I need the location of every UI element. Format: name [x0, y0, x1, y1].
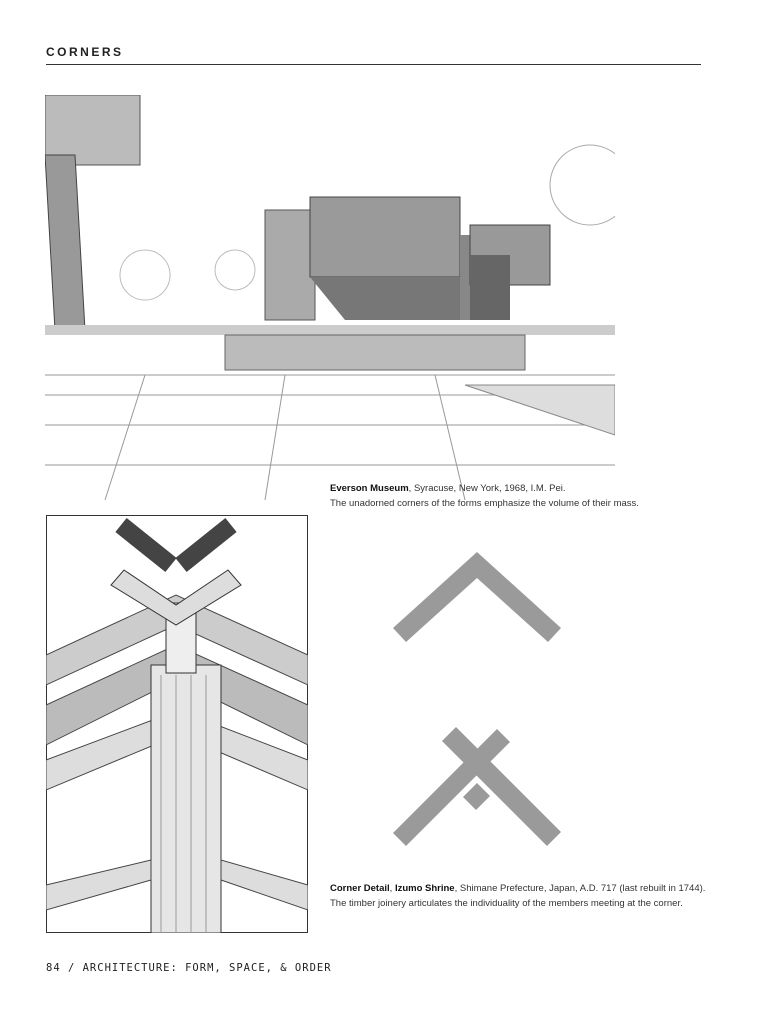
corner-diagram-mass: [390, 548, 565, 648]
caption-description: The unadorned corners of the forms emphasize the volume of their mass.: [330, 498, 639, 509]
caption-detail: , Shimane Prefecture, Japan, A.D. 717 (last rebuilt in 1744).: [454, 883, 706, 894]
everson-caption: [330, 481, 639, 511]
header-rule: [46, 64, 701, 65]
caption-title: Corner Detail: [330, 883, 390, 894]
caption-title: Everson Museum: [330, 483, 409, 494]
section-title: CORNERS: [46, 45, 124, 59]
izumo-shrine-illustration: [46, 515, 308, 933]
caption-description: The timber joinery articulates the individuality of the members meeting at the corner.: [330, 898, 683, 909]
corner-diagram-joinery: [390, 725, 565, 855]
everson-museum-illustration: [45, 95, 615, 500]
caption-detail: , Syracuse, New York, 1968, I.M. Pei.: [408, 483, 566, 494]
caption-title-2: Izumo Shrine: [394, 883, 455, 894]
izumo-caption: Corner Detail, Izumo Shrine, Shimane Prefecture, Japan, A.D. 717 (last rebuilt in 1744). The timber joinery articulates the individuality of the members meeting at the corner.: [330, 883, 706, 909]
page-footer: 84 / ARCHITECTURE: FORM, SPACE, & ORDER: [46, 962, 332, 974]
